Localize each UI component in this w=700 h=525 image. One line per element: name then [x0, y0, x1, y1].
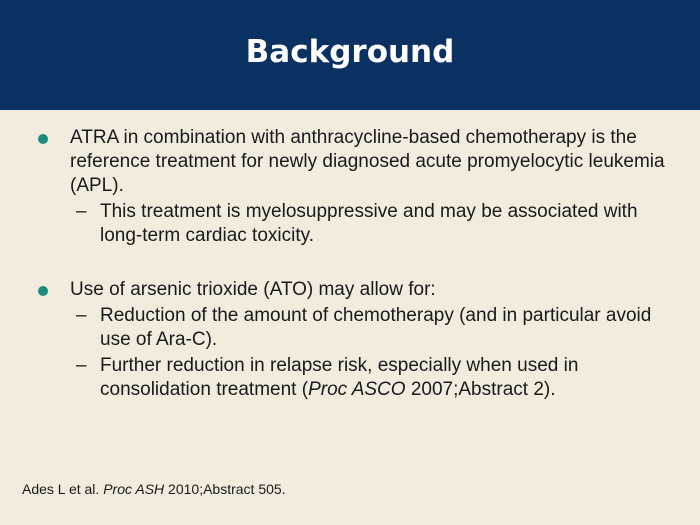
sub-bullet-1-1-text: This treatment is myelosuppressive and may be associated with long-term cardiac toxicity.: [100, 201, 638, 246]
slide-content: [0, 126, 700, 402]
bullet-2-text: Use of arsenic trioxide (ATO) may allow for:: [70, 279, 436, 300]
footnote-details: 2010;Abstract 505.: [164, 481, 286, 497]
sub-bullet-2-2-citation: Proc ASCO: [308, 379, 406, 400]
dash-icon: –: [76, 201, 87, 222]
reference-footnote: [22, 480, 286, 498]
slide-title: Background: [245, 34, 455, 70]
title-bar: [0, 0, 700, 110]
bullet-dot-icon: [38, 286, 48, 296]
bullet-1-text: ATRA in combination with anthracycline-based chemotherapy is the reference treatment for newly diagnosed acute promyelocytic leukemia (APL).: [70, 127, 665, 196]
bullet-dot-icon: [38, 134, 48, 144]
dash-icon: –: [76, 305, 87, 326]
bullet-1: [0, 126, 700, 198]
sub-bullet-2-2: [0, 354, 700, 402]
dash-icon: –: [76, 355, 87, 376]
sub-bullet-2-2-text-before: Further reduction in relapse risk, especially when used in consolidation treatment (: [100, 355, 579, 400]
footnote-authors: Ades L et al.: [22, 481, 104, 497]
bullet-2: [0, 278, 700, 302]
sub-bullet-2-1: [0, 304, 700, 352]
sub-bullet-2-1-text: Reduction of the amount of chemotherapy (and in particular avoid use of Ara-C).: [100, 305, 652, 350]
footnote-journal: Proc ASH: [103, 481, 165, 497]
sub-bullet-1-1: [0, 200, 700, 248]
sub-bullet-2-2-text-after: 2007;Abstract 2).: [405, 379, 556, 400]
